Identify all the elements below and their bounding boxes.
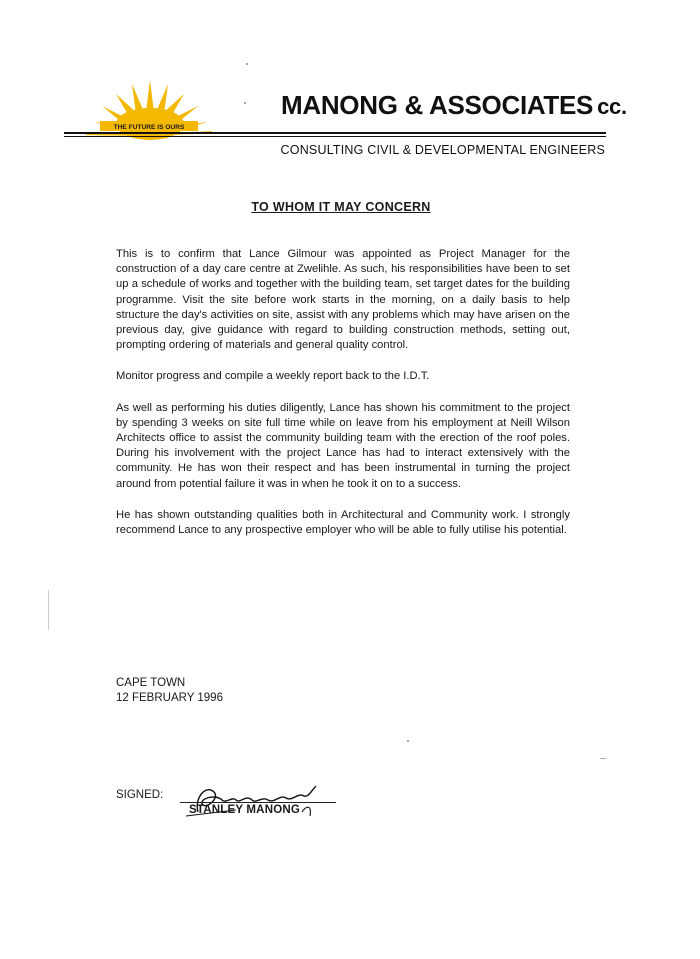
paragraph-4: He has shown outstanding qualities both in Architectural and Community work. I strongly recommend Lance to any prospective employer who will be able to fully utilise his potential. [116, 508, 570, 537]
header-rule [64, 132, 606, 134]
signatory-name: STANLEY MANONG [189, 804, 300, 816]
scan-speck [246, 63, 248, 65]
signature-line [180, 802, 336, 803]
handwritten-signature [176, 776, 336, 826]
company-name-text: MANONG & ASSOCIATES [281, 90, 594, 120]
company-name [281, 90, 627, 121]
paragraph-2: Monitor progress and compile a weekly report back to the I.D.T. [116, 370, 430, 383]
place: CAPE TOWN [116, 677, 186, 689]
header-rule-thin [64, 136, 606, 137]
letter-heading: TO WHOM IT MAY CONCERN [251, 200, 431, 214]
letter-date: 12 FEBRUARY 1996 [116, 692, 223, 704]
scan-speck [48, 590, 49, 630]
scan-speck [244, 102, 246, 104]
scan-speck [407, 740, 409, 742]
logo-tagline: THE FUTURE IS OURS [113, 124, 185, 131]
place-date-block [116, 676, 223, 706]
letter-body [116, 247, 570, 554]
paragraph-1: This is to confirm that Lance Gilmour was appointed as Project Manager for the construction of a day care centre at Zwelihle. As such, his responsibilities have been to set up a schedule of works and together with the building team, set target dates for the building programme. Visit the site before work starts in the morning, on a daily basis to help structure the day's activities on site, assist with any problems which may have arisen on the previous day, give guidance with regard to building construction methods, setting out, prompting ordering of materials and general quality control. [116, 248, 570, 352]
company-subtitle: CONSULTING CIVIL & DEVELOPMENTAL ENGINEERS [280, 143, 605, 157]
scan-speck [600, 758, 606, 759]
company-suffix: cc. [597, 94, 627, 119]
paragraph-3: As well as performing his duties diligently, Lance has shown his commitment to the project by spending 3 weeks on site full time while on leave from his employment at Neill Wilson Architects office to assist the community building team with the erection of the roof poles. During his involvement with the project Lance has had to interact extensively with the community. He has won their respect and has been instrumental in turning the project around from potential failure it was in when he took it on to a success. [116, 401, 570, 490]
signed-label: SIGNED: [116, 789, 164, 801]
